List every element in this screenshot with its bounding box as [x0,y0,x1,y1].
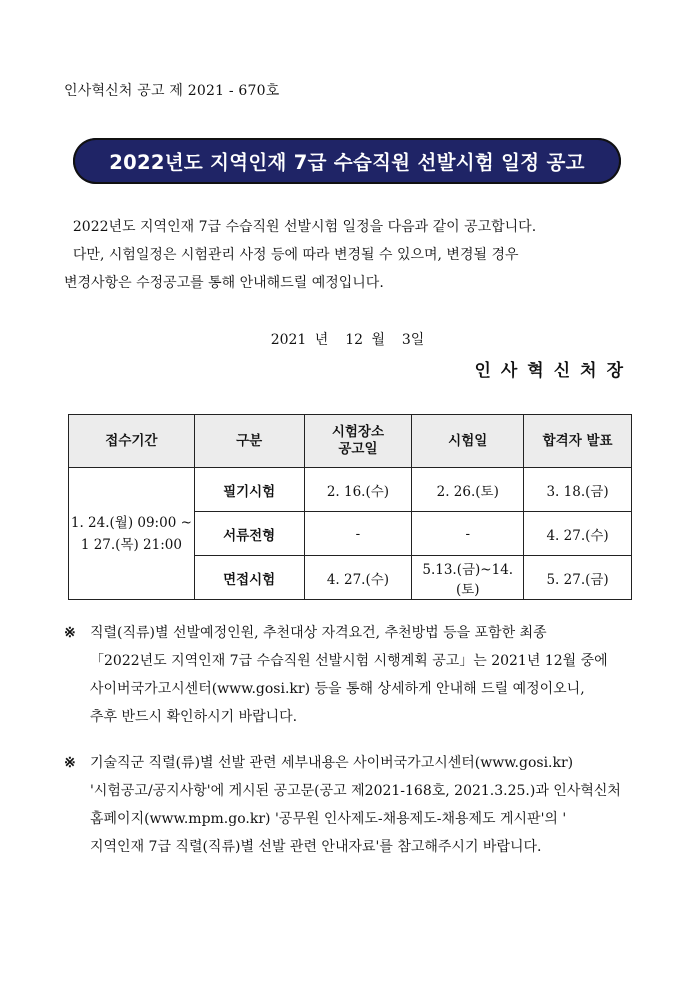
note-mark: ※ [64,625,76,641]
page-title: 2022년도 지역인재 7급 수습직원 선발시험 일정 공고 [109,151,585,174]
note-1 [64,619,644,731]
intro-line-3: 변경사항은 수정공고를 통해 안내해드릴 예정입니다. [64,275,384,291]
note-line: 지역인재 7급 직렬(직류)별 선발 관련 안내자료'를 참고해주시기 바랍니다. [90,839,542,855]
notice-date: 2021 년 12 월 3일 [270,332,425,348]
note-line: 직렬(직류)별 선발예정인원, 추천대상 자격요건, 추천방법 등을 포함한 최종 [90,625,547,641]
application-period-start: 1. 24.(월) 09:00 ~ [70,514,192,531]
notes-section [64,619,644,861]
header-venue-notice: 시험장소 공고일 [304,415,412,468]
header-application-period: 접수기간 [69,415,195,468]
header-stage: 구분 [194,415,304,468]
stage-cell: 면접시험 [194,556,304,600]
note-mark: ※ [64,755,76,771]
note-line: 기술직군 직렬(류)별 선발 관련 세부내용은 사이버국가고시센터(www.gosi.kr) [90,755,574,771]
application-period-end: 1 27.(목) 21:00 [80,536,182,553]
header-result: 합격자 발표 [524,415,632,468]
title-banner [73,138,621,184]
stage-cell: 필기시험 [194,468,304,512]
intro-paragraph [64,213,636,297]
header-exam-date: 시험일 [412,415,524,468]
venue-notice-cell: 4. 27.(수) [304,556,412,600]
exam-date-cell: 5.13.(금)~14.(토) [412,556,524,600]
signer: 인사혁신처장 [474,361,633,381]
exam-date-cell: - [412,512,524,556]
exam-date-cell: 2. 26.(토) [412,468,524,512]
note-line: 홈페이지(www.mpm.go.kr) '공무원 인사제도-채용제도-채용제도 게시판'의 ' [90,811,567,827]
venue-notice-cell: 2. 16.(수) [304,468,412,512]
note-line: '시험공고/공지사항'에 게시된 공고문(공고 제2021-168호, 2021.3.25.)과 인사혁신처 [90,783,621,799]
note-2 [64,749,644,861]
note-line: 추후 반드시 확인하시기 바랍니다. [90,709,298,725]
intro-line-2: 다만, 시험일정은 시험관리 사정 등에 따라 변경될 수 있으며, 변경될 경우 [64,247,519,263]
schedule-table [68,414,632,600]
note-line: 사이버국가고시센터(www.gosi.kr) 등을 통해 상세하게 안내해 드릴 예정이오니, [90,681,585,697]
venue-notice-cell: - [304,512,412,556]
table-row [69,468,632,512]
notice-number: 인사혁신처 공고 제 2021 - 670호 [64,83,280,99]
intro-line-1: 2022년도 지역인재 7급 수습직원 선발시험 일정을 다음과 같이 공고합니다. [64,219,537,235]
table-header-row [69,415,632,468]
note-line: 「2022년도 지역인재 7급 수습직원 선발시험 시행계획 공고」는 2021년 12월 중에 [90,653,608,669]
stage-cell: 서류전형 [194,512,304,556]
result-cell: 4. 27.(수) [524,512,632,556]
result-cell: 5. 27.(금) [524,556,632,600]
result-cell: 3. 18.(금) [524,468,632,512]
application-period-cell [69,468,195,600]
